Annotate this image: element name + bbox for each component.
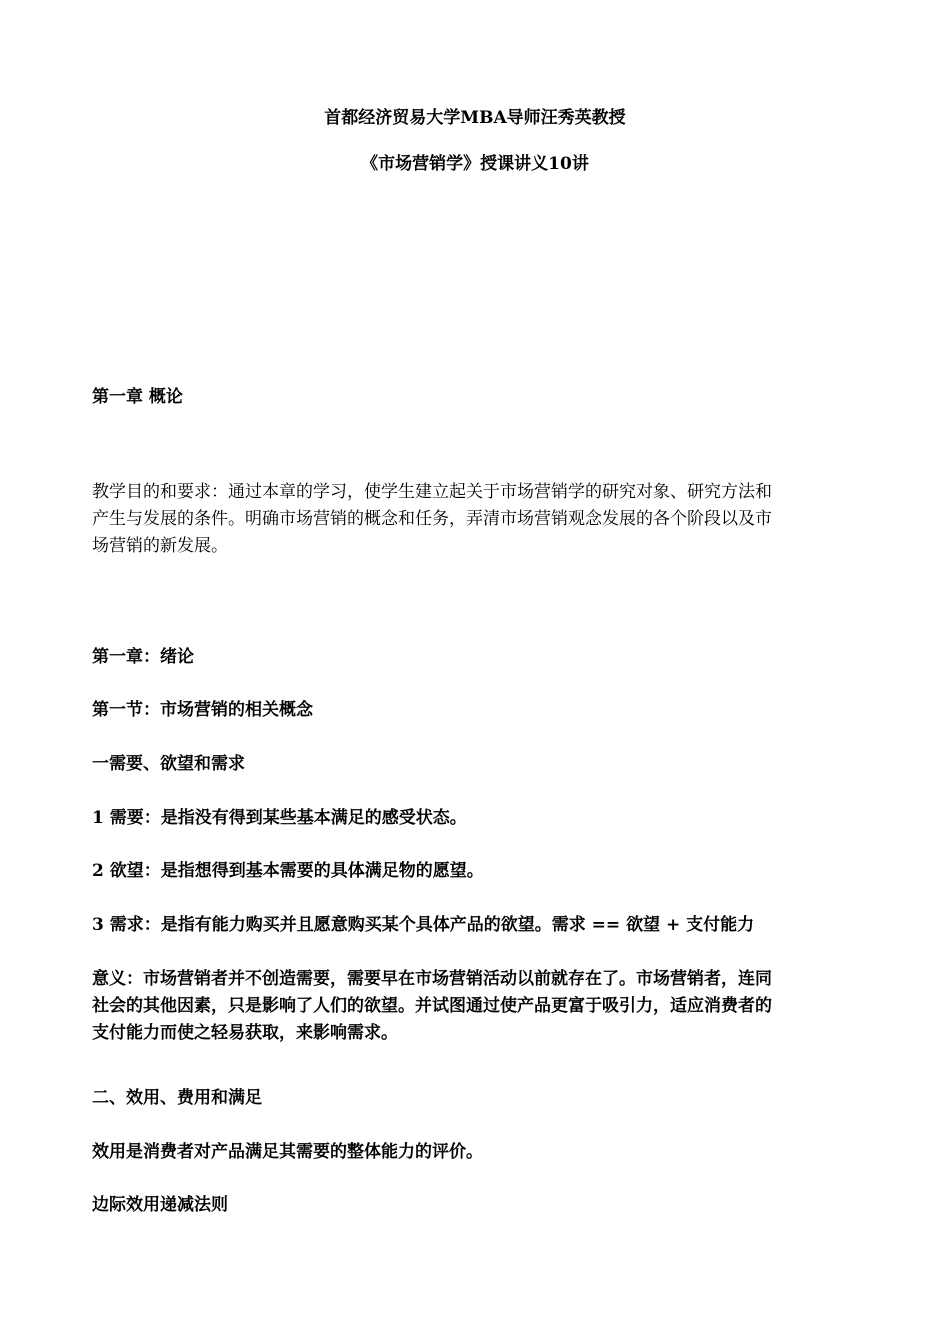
meaning-paragraph bbox=[92, 966, 862, 1047]
meaning-line-3: 支付能力而使之轻易获取，来影响需求。 bbox=[92, 1023, 398, 1043]
document-title-line-1: 首都经济贸易大学MBA导师汪秀英教授 bbox=[324, 108, 626, 128]
item-wants: 2 欲望：是指想得到基本需要的具体满足物的愿望。 bbox=[92, 861, 484, 881]
chapter-title: 第一章：绪论 bbox=[92, 647, 194, 667]
document-title-line-2: 《市场营销学》授课讲义10讲 bbox=[361, 154, 589, 174]
meaning-line-1: 意义：市场营销者并不创造需要，需要早在市场营销活动以前就存在了。市场营销者，连同 bbox=[92, 969, 772, 989]
subsection-heading-1: 一需要、欲望和需求 bbox=[92, 754, 245, 774]
marginal-utility-law: 边际效用递减法则 bbox=[92, 1195, 228, 1215]
section-title: 第一节：市场营销的相关概念 bbox=[92, 700, 313, 720]
subsection-heading-2: 二、效用、费用和满足 bbox=[92, 1088, 262, 1108]
utility-definition: 效用是消费者对产品满足其需要的整体能力的评价。 bbox=[92, 1142, 483, 1162]
chapter-heading: 第一章 概论 bbox=[92, 387, 183, 407]
meaning-line-2: 社会的其他因素，只是影响了人们的欲望。并试图通过使产品更富于吸引力，适应消费者的 bbox=[92, 996, 772, 1016]
item-demand: 3 需求：是指有能力购买并且愿意购买某个具体产品的欲望。需求 == 欲望 + 支付能力 bbox=[92, 915, 755, 935]
item-needs: 1 需要：是指没有得到某些基本满足的感受状态。 bbox=[92, 808, 467, 828]
objectives-line-2: 产生与发展的条件。明确市场营销的概念和任务，弄清市场营销观念发展的各个阶段以及市 bbox=[92, 509, 772, 529]
objectives-line-3: 场营销的新发展。 bbox=[92, 536, 228, 556]
objectives-line-1: 教学目的和要求：通过本章的学习，使学生建立起关于市场营销学的研究对象、研究方法和 bbox=[92, 482, 772, 502]
objectives-paragraph bbox=[92, 479, 862, 560]
